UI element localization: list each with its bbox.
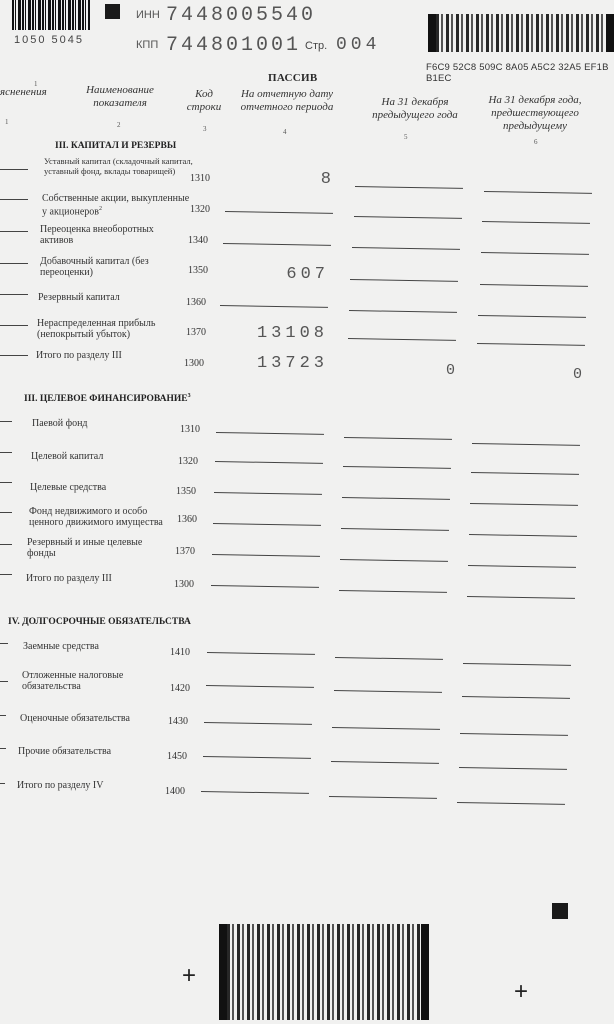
explanation-blank	[0, 482, 12, 483]
explanation-blank	[0, 421, 12, 422]
registration-mark-icon	[552, 903, 568, 919]
value-prev2-blank[interactable]	[480, 284, 588, 287]
value-prev-blank[interactable]	[344, 437, 452, 440]
section-title-long-term-liabilities: IV. ДОЛГОСРОЧНЫЕ ОБЯЗАТЕЛЬСТВА	[8, 617, 191, 627]
value-prev-blank[interactable]	[349, 310, 457, 313]
pdf417-barcode-top	[428, 14, 614, 52]
row-code: 1300	[184, 358, 204, 369]
col-3-number: 3	[203, 125, 207, 133]
row-name: Целевой капитал	[31, 451, 104, 462]
linear-barcode	[12, 0, 90, 30]
row-name: Заемные средства	[23, 641, 99, 652]
explanation-blank	[0, 452, 12, 453]
value-current[interactable]: 8	[320, 170, 335, 189]
row-code: 1300	[174, 579, 194, 590]
row-name: Паевой фонд	[32, 418, 88, 429]
explanation-blank	[0, 544, 12, 545]
section-title-target-financing: III. ЦЕЛЕВОЕ ФИНАНСИРОВАНИЕ$^3$	[24, 393, 191, 405]
col-3-header	[183, 88, 225, 114]
explanation-blank	[0, 169, 28, 170]
col-6-number: 6	[534, 138, 538, 146]
row-code: 1370	[175, 546, 195, 557]
row-code: 1310	[190, 173, 210, 184]
value-current-blank[interactable]	[207, 652, 315, 655]
value-prev-blank[interactable]	[343, 466, 451, 469]
value-current[interactable]: 13108	[256, 324, 328, 343]
value-prev-blank[interactable]	[355, 186, 463, 189]
page-title: ПАССИВ	[268, 72, 318, 84]
row-code: 1350	[188, 265, 208, 276]
row-code: 1320	[190, 204, 210, 215]
value-prev-blank[interactable]	[332, 727, 440, 730]
value-prev2-blank[interactable]	[460, 733, 568, 736]
row-code: 1320	[178, 456, 198, 467]
row-name: Нераспределенная прибыль (непокрытый убыток)	[37, 318, 156, 340]
value-current-blank[interactable]	[225, 211, 333, 214]
row-name: Добавочный капитал (без переоценки)	[40, 256, 149, 278]
row-name: Итого по разделу III	[26, 573, 112, 584]
value-current-blank[interactable]	[223, 243, 331, 246]
value-current-blank[interactable]	[203, 756, 311, 759]
explanation-blank	[0, 512, 12, 513]
value-prev2-blank[interactable]	[467, 596, 575, 599]
value-prev-blank[interactable]	[329, 796, 437, 799]
value-current-blank[interactable]	[215, 461, 323, 464]
explanation-blank	[0, 325, 28, 326]
value-current-blank[interactable]	[220, 305, 328, 308]
col-1-number: 1	[5, 118, 9, 126]
col-6-header	[475, 94, 595, 133]
row-name: Отложенные налоговые обязательства	[22, 670, 124, 692]
col-2-header	[75, 84, 165, 110]
explanation-blank	[0, 748, 6, 749]
value-current[interactable]: 13723	[256, 354, 328, 373]
value-prev-blank[interactable]	[350, 279, 458, 282]
registration-mark-icon	[105, 4, 120, 19]
value-prev-blank[interactable]	[340, 559, 448, 562]
value-prev-blank[interactable]	[341, 528, 449, 531]
col-4-header-line1: На отчетную дату	[240, 88, 334, 100]
value-prev2-blank[interactable]	[478, 315, 586, 318]
explanation-blank	[0, 643, 8, 644]
row-code: 1360	[186, 297, 206, 308]
row-name: Резервный и иные целевые фонды	[27, 537, 143, 559]
row-code: 1340	[188, 235, 208, 246]
explanation-blank	[0, 199, 28, 200]
col-6-header-line3: предыдущему	[502, 120, 567, 132]
col-1-header: ясненения	[0, 86, 47, 98]
row-name: Собственные акции, выкупленные у акционеров$^2$	[42, 193, 190, 218]
page-number: 004	[336, 35, 381, 55]
col-3-header-line2: строки	[186, 101, 222, 113]
value-current-blank[interactable]	[216, 432, 324, 435]
col-2-header-line2: показателя	[93, 97, 147, 109]
col-5-number: 5	[404, 133, 408, 141]
col-3-header-line1: Код	[195, 88, 213, 100]
col-5-header	[360, 96, 470, 122]
value-current-blank[interactable]	[201, 791, 309, 794]
value-prev2-blank[interactable]	[470, 503, 578, 506]
crosshair-icon: +	[182, 962, 197, 989]
value-prev2-blank[interactable]	[477, 343, 585, 346]
row-name: Итого по разделу III	[36, 350, 122, 361]
row-code: 1450	[167, 751, 187, 762]
col-1-superscript: 1	[34, 80, 38, 88]
row-name: Оценочные обязательства	[20, 713, 130, 724]
inn-value: 7448005540	[166, 4, 317, 27]
value-prev2-blank[interactable]	[482, 221, 590, 224]
pdf417-barcode-bottom	[219, 924, 429, 1020]
value-prev2-blank[interactable]	[463, 663, 571, 666]
value-current[interactable]: 607	[286, 265, 329, 284]
value-prev2-blank[interactable]	[469, 534, 577, 537]
col-6-header-line1: На 31 декабря года,	[488, 94, 582, 106]
value-prev-blank[interactable]	[354, 216, 462, 219]
crosshair-icon: +	[514, 978, 529, 1005]
value-prev-blank[interactable]	[348, 338, 456, 341]
col-4-header	[232, 88, 342, 114]
row-code: 1360	[177, 514, 197, 525]
kpp-value: 744801001	[166, 34, 302, 57]
value-prev-blank[interactable]	[334, 690, 442, 693]
row-code: 1370	[186, 327, 206, 338]
value-prev2-blank[interactable]	[471, 472, 579, 475]
col-4-number: 4	[283, 128, 287, 136]
barcode-number: 1050 5045	[14, 34, 84, 46]
value-prev2-blank[interactable]	[459, 767, 567, 770]
row-code: 1350	[176, 486, 196, 497]
explanation-blank	[0, 783, 5, 784]
row-name: Уставный капитал (складочный капитал, уставный фонд, вклады товарищей)	[44, 156, 193, 176]
col-2-header-line1: Наименование	[86, 84, 154, 96]
explanation-blank	[0, 263, 28, 264]
col-5-header-line2: предыдущего года	[372, 109, 458, 121]
explanation-blank	[0, 681, 8, 682]
row-code: 1310	[180, 424, 200, 435]
hash-code: F6C9 52C8 509C 8A05 A5C2 32A5 EF1B B1EC	[426, 62, 609, 84]
value-prev[interactable]: 0	[445, 362, 455, 379]
row-name: Итого по разделу IV	[17, 780, 104, 791]
col-6-header-line2: предшествующего	[491, 107, 579, 119]
col-2-number: 2	[117, 121, 121, 129]
value-prev2-blank[interactable]	[462, 696, 570, 699]
row-name: Целевые средства	[30, 482, 107, 493]
value-prev-blank[interactable]	[352, 247, 460, 250]
value-prev2[interactable]: 0	[572, 366, 582, 383]
explanation-blank	[0, 715, 6, 716]
row-code: 1400	[165, 786, 185, 797]
row-code: 1410	[170, 647, 190, 658]
value-current-blank[interactable]	[211, 585, 319, 588]
explanation-blank	[0, 355, 28, 356]
value-current-blank[interactable]	[206, 685, 314, 688]
row-code: 1420	[170, 683, 190, 694]
value-prev2-blank[interactable]	[457, 802, 565, 805]
explanation-blank	[0, 231, 28, 232]
value-prev-blank[interactable]	[342, 497, 450, 500]
section-title-capital: III. КАПИТАЛ И РЕЗЕРВЫ	[55, 141, 177, 151]
value-current-blank[interactable]	[213, 523, 321, 526]
value-prev2-blank[interactable]	[468, 565, 576, 568]
kpp-label: КПП	[136, 39, 159, 51]
value-prev2-blank[interactable]	[472, 443, 580, 446]
value-current-blank[interactable]	[214, 492, 322, 495]
row-code: 1430	[168, 716, 188, 727]
row-name: Переоценка внеоборотных активов	[40, 224, 154, 246]
row-name: Прочие обязательства	[18, 746, 112, 757]
row-name: Резервный капитал	[38, 292, 120, 303]
explanation-blank	[0, 294, 28, 295]
value-prev-blank[interactable]	[339, 590, 447, 593]
value-prev2-blank[interactable]	[484, 191, 592, 194]
value-current-blank[interactable]	[204, 722, 312, 725]
value-prev-blank[interactable]	[335, 657, 443, 660]
inn-label: ИНН	[136, 9, 160, 21]
value-current-blank[interactable]	[212, 554, 320, 557]
value-prev-blank[interactable]	[331, 761, 439, 764]
value-prev2-blank[interactable]	[481, 252, 589, 255]
row-name: Фонд недвижимого и особо ценного движимого имущества	[29, 506, 163, 528]
page-label: Стр.	[305, 40, 328, 52]
col-5-header-line1: На 31 декабря	[381, 96, 449, 108]
explanation-blank	[0, 574, 12, 575]
col-4-header-line2: отчетного периода	[240, 101, 334, 113]
